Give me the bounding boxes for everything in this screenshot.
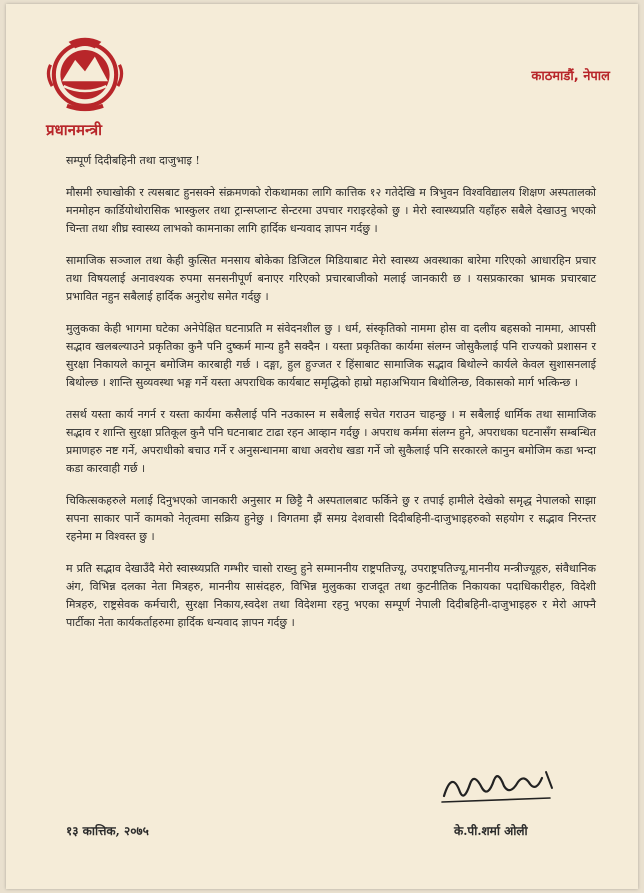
paragraph-6: म प्रति सद्भाव देखाउँदै मेरो स्वास्थ्यप्रति गम्भीर चासो राख्नु हुने सम्माननीय राष्ट्रपतिज्यू, उपराष्ट्रपतिज्यू,माननीय मन्त्रीज्यूहरु, संवैधानिक अंग, विभिन्न दलका नेता मित्रहरु, माननीय सासंदहरु, विभिन्न मुलुकका राजदूत तथा कुटनीतिक निकायका पदाधिकारीहरु, विदेशी मित्रहरु, राष्ट्रसेवक कर्मचारी, सुरक्षा निकाय,स्वदेश तथा विदेशमा रहनु भएका सम्पूर्ण नेपाली दिदीबहिनी-दाजुभाइहरु र मेरो आफ्नै पार्टीका नेता कार्यकर्ताहरुमा हार्दिक धन्यवाद ज्ञापन गर्दछु । [66,562,596,629]
location-text: काठमाडौं, नेपाल [531,69,610,84]
paragraph-4: तसर्थ यस्ता कार्य नगर्न र यस्ता कार्यमा कसैलाई पनि नउकास्न म सबैलाई सचेत गराउन चाहन्छु । म सबैलाई धार्मिक तथा सामाजिक सद्भाव र शान्ति सुरक्षा प्रतिकूल कुनै पनि घटनाबाट टाढा रहन आव्हान गर्दछु । अपराध कर्ममा संलग्न हुने, अपराधका घटनासँग सम्बन्धित प्रमाणहरु नष्ट गर्ने, अपराधीको बचाउ गर्ने र अनुसन्धानमा बाधा अवरोध खडा गर्ने जो सुकैलाई पनि सरकारले कानुन बमोजिम कडा भन्दा कडा कारवाही गर्छ । [66,408,596,475]
signatory-name: के.पी.शर्मा ओली [454,824,528,838]
paragraph-1: मौसमी रुघाखोकी र त्यसबाट हुनसक्ने संक्रमणको रोकथामका लागि कात्तिक १२ गतेदेखि म त्रिभुवन विश्वविद्यालय शिक्षण अस्पतालको मनमोहन कार्डियोथोरासिक भास्कुलर तथा ट्रान्सप्लान्ट सेन्टरमा उपचार गराइरहेको छु । मेरो स्वास्थ्यप्रति यहाँहरु सबैले देखाउनु भएको चिन्ता तथा शीघ्र स्वास्थ्य लाभको कामनाका लागि हार्दिक धन्यवाद ज्ञापन गर्दछु । [66,186,596,235]
paragraph-2: सामाजिक सञ्जाल तथा केही कुत्सित मनसाय बोकेका डिजिटल मिडियाबाट मेरो स्वास्थ्य अवस्थाका बारेमा गरिएको आधारहिन प्रचार तथा विषयलाई अनावश्यक रुपमा सनसनीपूर्ण बनाएर गरिएको प्रचारबाजीको मलाई जानकारी छ । यसप्रकारका भ्रामक प्रचारबाट प्रभावित नहुन सबैलाई हार्दिक अनुरोध समेत गर्दछु । [66,254,596,303]
paragraph-3: मुलुकका केही भागमा घटेका अनेपेक्षित घटनाप्रति म संवेदनशील छु । धर्म, संस्कृतिको नाममा होस वा दलीय बहसको नाममा, आपसी सद्भाव खलबल्याउने प्रकृतिका कुनै पनि दुष्कर्म मान्य हुनै सक्दैन । यस्ता प्रकृतिका कार्यमा संलग्न जोसुकैलाई पनि राज्यको प्रशासन र सुरक्षा निकायले कानून बमोजिम कारबाही गर्छ । दङ्गा, हुल हुज्जत र हिंसाबाट सामाजिक सद्भाव बिथोल्ने कार्यले केवल सुशासनलाई बिथोल्छ । शान्ति सुव्यवस्था भङ्ग गर्ने यस्ता अपराधिक कार्यबाट समृद्धिको हाम्रो महाअभियान बिथोलिन्छ, विकासको मार्ग भत्किन्छ । [66,322,596,389]
handwritten-signature [438,762,558,810]
letter-page [6,4,638,889]
office-title: प्रधानमन्त्री [46,121,102,139]
nepal-emblem-icon [44,32,126,114]
letter-date: १३ कात्तिक, २०७५ [66,824,149,838]
letter-body [66,152,596,646]
paragraph-5: चिकित्सकहरुले मलाई दिनुभएको जानकारी अनुसार म छिट्टै नै अस्पतालबाट फर्किने छु र तपाई हामीले देखेको समृद्ध नेपालको साझा सपना साकार पार्ने कामको नेतृत्वमा सक्रिय हुनेछु । विगतमा झैं समग्र देशवासी दिदीबहिनी-दाजुभाइहरुको सहयोग र सद्भाव निरन्तर रहनेमा म विश्वस्त छु । [66,494,596,543]
salutation: सम्पूर्ण दिदीबहिनी तथा दाजुभाइ ! [66,154,200,167]
